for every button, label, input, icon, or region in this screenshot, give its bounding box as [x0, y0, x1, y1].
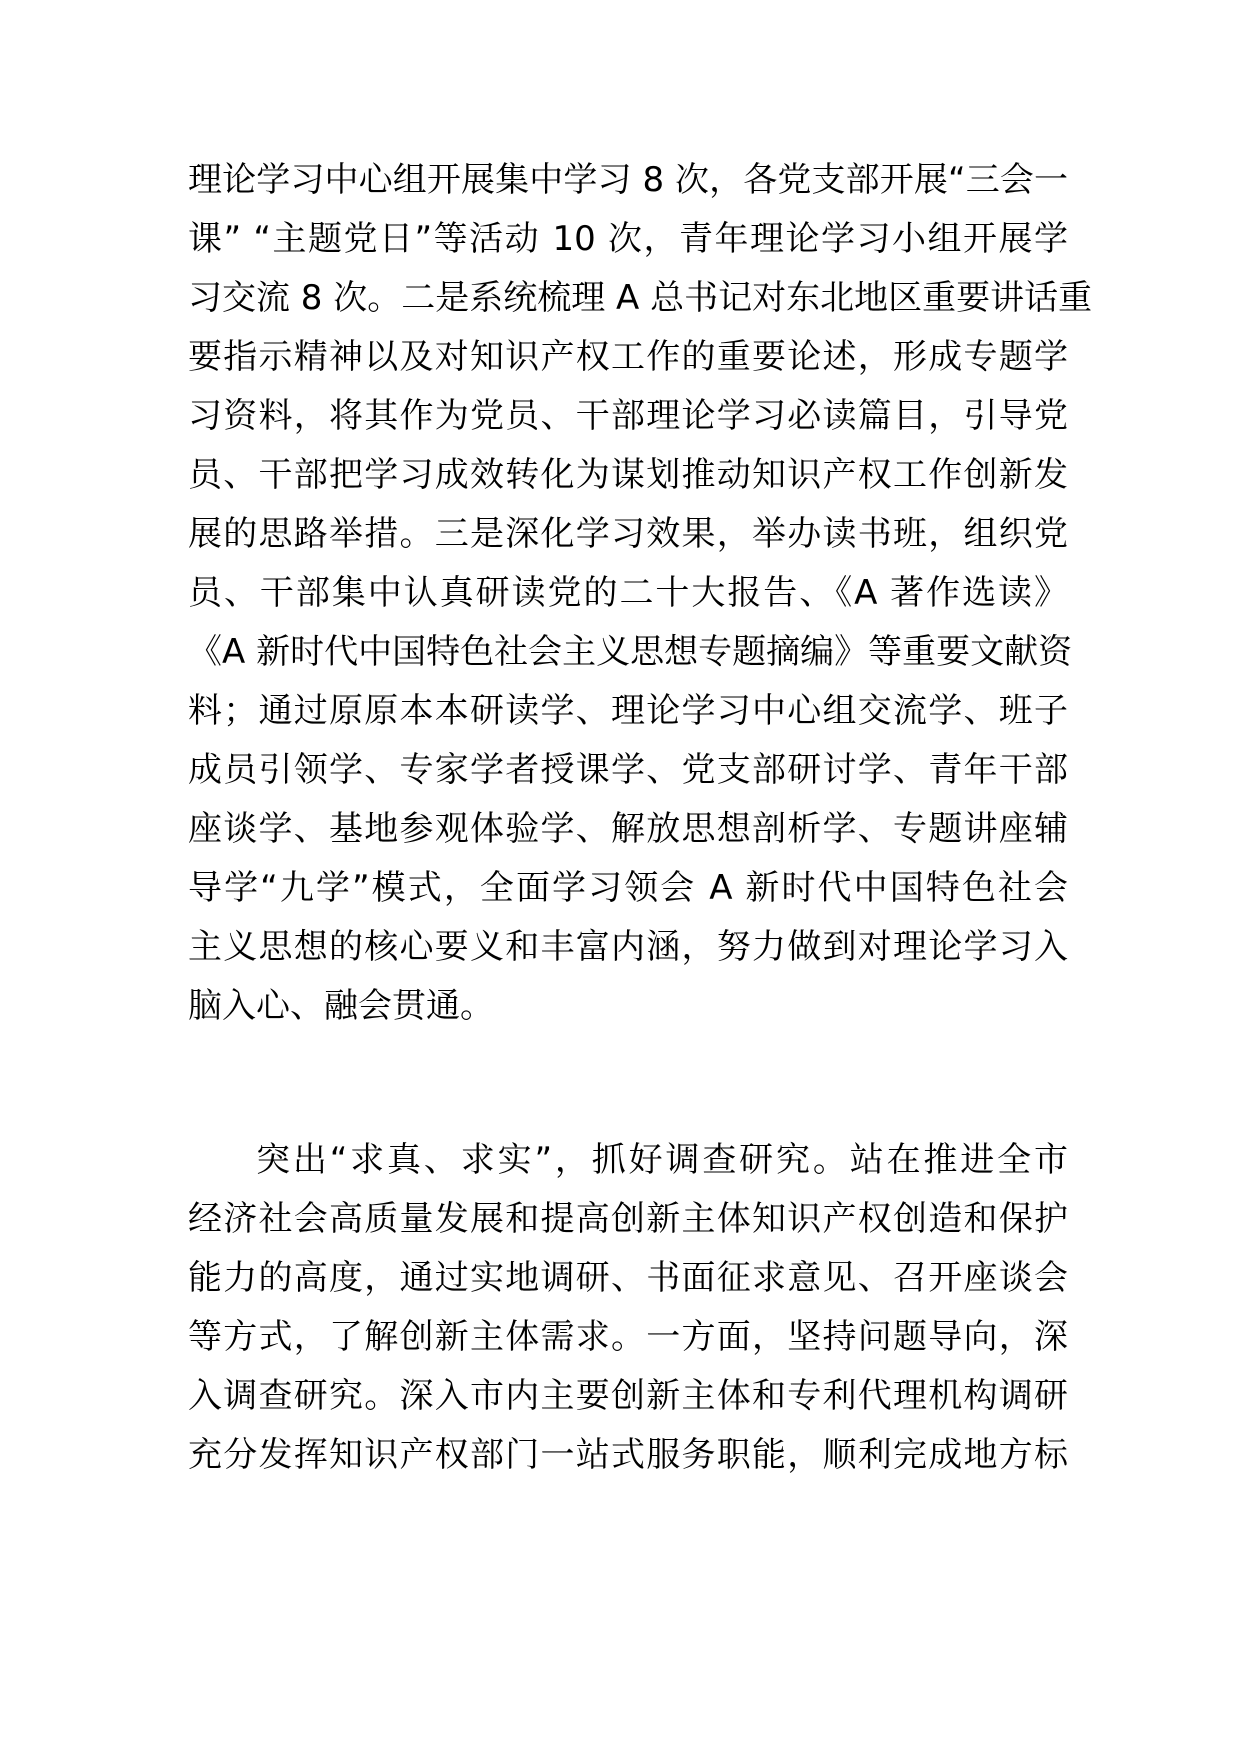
- text-line: 习交流 8 次。二是系统梳理 A 总书记对东北地区重要讲话重: [188, 278, 1093, 318]
- text-line: 充分发挥知识产权部门一站式服务职能，顺利完成地方标: [188, 1435, 1068, 1475]
- text-line: 成员引领学、专家学者授课学、党支部研讨学、青年干部: [188, 750, 1068, 790]
- text-line: 座谈学、基地参观体验学、解放思想剖析学、专题讲座辅: [188, 809, 1068, 849]
- text-line: 课” “主题党日”等活动 10 次，青年理论学习小组开展学: [188, 219, 1068, 259]
- text-line: 突出“求真、求实”，抓好调查研究。站在推进全市: [256, 1140, 1068, 1180]
- text-line: 要指示精神以及对知识产权工作的重要论述，形成专题学: [188, 337, 1068, 377]
- text-line: 理论学习中心组开展集中学习 8 次，各党支部开展“三会一: [188, 160, 1068, 200]
- text-line: 等方式，了解创新主体需求。一方面，坚持问题导向，深: [188, 1317, 1068, 1357]
- text-line: 习资料，将其作为党员、干部理论学习必读篇目，引导党: [188, 396, 1068, 436]
- text-line: 员、干部把学习成效转化为谋划推动知识产权工作创新发: [188, 455, 1068, 495]
- text-line: 员、干部集中认真研读党的二十大报告、《A 著作选读》: [188, 573, 1068, 613]
- text-line: 能力的高度，通过实地调研、书面征求意见、召开座谈会: [188, 1258, 1068, 1298]
- text-line: 导学“九学”模式，全面学习领会 A 新时代中国特色社会: [188, 868, 1068, 908]
- text-line: 料；通过原原本本研读学、理论学习中心组交流学、班子: [188, 691, 1068, 731]
- text-line: 经济社会高质量发展和提高创新主体知识产权创造和保护: [188, 1199, 1068, 1239]
- text-line: 入调查研究。深入市内主要创新主体和专利代理机构调研: [188, 1376, 1068, 1416]
- text-line: 展的思路举措。三是深化学习效果，举办读书班，组织党: [188, 514, 1068, 554]
- text-line: 脑入心、融会贯通。: [188, 986, 494, 1026]
- text-line: 主义思想的核心要义和丰富内涵，努力做到对理论学习入: [188, 927, 1068, 967]
- text-line: 《A 新时代中国特色社会主义思想专题摘编》等重要文献资: [188, 632, 1073, 672]
